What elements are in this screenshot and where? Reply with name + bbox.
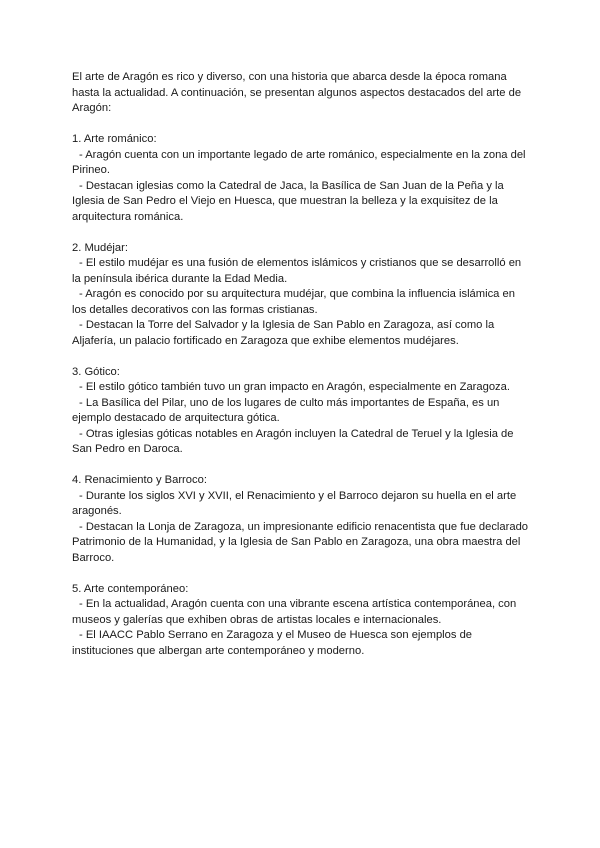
dash-bullet: -	[79, 520, 86, 533]
list-item	[72, 287, 530, 318]
list-item-text: El estilo mudéjar es una fusión de elementos islámicos y cristianos que se desarrolló en la península ibérica durante la Edad Media.	[72, 257, 522, 285]
dash-bullet: -	[79, 319, 86, 331]
dash-bullet: -	[79, 381, 86, 393]
list-item	[72, 427, 530, 458]
list-item	[72, 597, 530, 628]
section-gothic	[72, 365, 530, 458]
list-item-text: Destacan la Torre del Salvador y la Iglesia de San Pablo en Zaragoza, así como la Aljafería, un palacio fortificado en Zaragoza que exhibe elementos mudéjares.	[72, 319, 495, 347]
dash-bullet: -	[79, 598, 86, 610]
list-item-text: Otras iglesias góticas notables en Aragón incluyen la Catedral de Teruel y la Iglesia de San Pedro en Daroca.	[72, 427, 514, 455]
list-item	[72, 148, 530, 179]
dash-bullet: -	[79, 489, 86, 502]
dash-bullet: -	[79, 288, 86, 300]
list-item-text: El estilo gótico también tuvo un gran impacto en Aragón, especialmente en Zaragoza.	[85, 381, 510, 393]
section-mudejar	[72, 241, 530, 350]
list-item	[72, 380, 530, 396]
section-title: 3. Gótico:	[72, 365, 120, 378]
list-item-text: Durante los siglos XVI y XVII, el Renacimiento y el Barroco dejaron su huella en el arte aragonés.	[72, 489, 517, 517]
list-item	[72, 628, 530, 659]
section-contemporary	[72, 582, 530, 660]
section-renaissance-baroque	[72, 473, 530, 566]
section-title: 2. Mudéjar:	[72, 241, 128, 254]
section-title: 4. Renacimiento y Barroco:	[72, 474, 207, 486]
document-page	[72, 70, 530, 675]
section-romanesque	[72, 132, 530, 225]
list-item	[72, 256, 530, 287]
section-title: 1. Arte románico:	[72, 133, 157, 145]
list-item	[72, 179, 530, 226]
list-item-text: Destacan iglesias como la Catedral de Jaca, la Basílica de San Juan de la Peña y la Iglesia de San Pedro el Viejo en Huesca, que muestran la belleza y la exquisitez de la arquitectura románica.	[72, 179, 504, 223]
dash-bullet: -	[79, 629, 86, 641]
intro-paragraph: El arte de Aragón es rico y diverso, con una historia que abarca desde la época romana hasta la actualidad. A continuación, se presentan algunos aspectos destacados del arte de Aragón:	[72, 71, 522, 114]
list-item	[72, 520, 530, 567]
list-item-text: La Basílica del Pilar, uno de los lugares de culto más importantes de España, es un ejemplo destacado de arquitectura gótica.	[72, 396, 500, 424]
list-item-text: El IAACC Pablo Serrano en Zaragoza y el Museo de Huesca son ejemplos de instituciones que albergan arte contemporáneo y moderno.	[72, 629, 473, 657]
list-item	[72, 396, 530, 427]
section-title: 5. Arte contemporáneo:	[72, 582, 189, 595]
dash-bullet: -	[79, 179, 86, 192]
list-item-text: Destacan la Lonja de Zaragoza, un impresionante edificio renacentista que fue declarado Patrimonio de la Humanidad, y la Iglesia de San Pablo en Zaragoza, una obra maestra del Barroco.	[72, 520, 529, 564]
list-item-text: Aragón cuenta con un importante legado de arte románico, especialmente en la zona del Pirineo.	[72, 148, 526, 176]
dash-bullet: -	[79, 427, 86, 440]
list-item-text: En la actualidad, Aragón cuenta con una vibrante escena artística contemporánea, con museos y galerías que exhiben obras de artistas locales e internacionales.	[72, 598, 517, 626]
dash-bullet: -	[79, 148, 86, 161]
dash-bullet: -	[79, 396, 86, 409]
dash-bullet: -	[79, 257, 86, 269]
list-item-text: Aragón es conocido por su arquitectura mudéjar, que combina la influencia islámica en los detalles decorativos con las formas cristianas.	[72, 288, 515, 316]
list-item	[72, 489, 530, 520]
list-item	[72, 318, 530, 349]
